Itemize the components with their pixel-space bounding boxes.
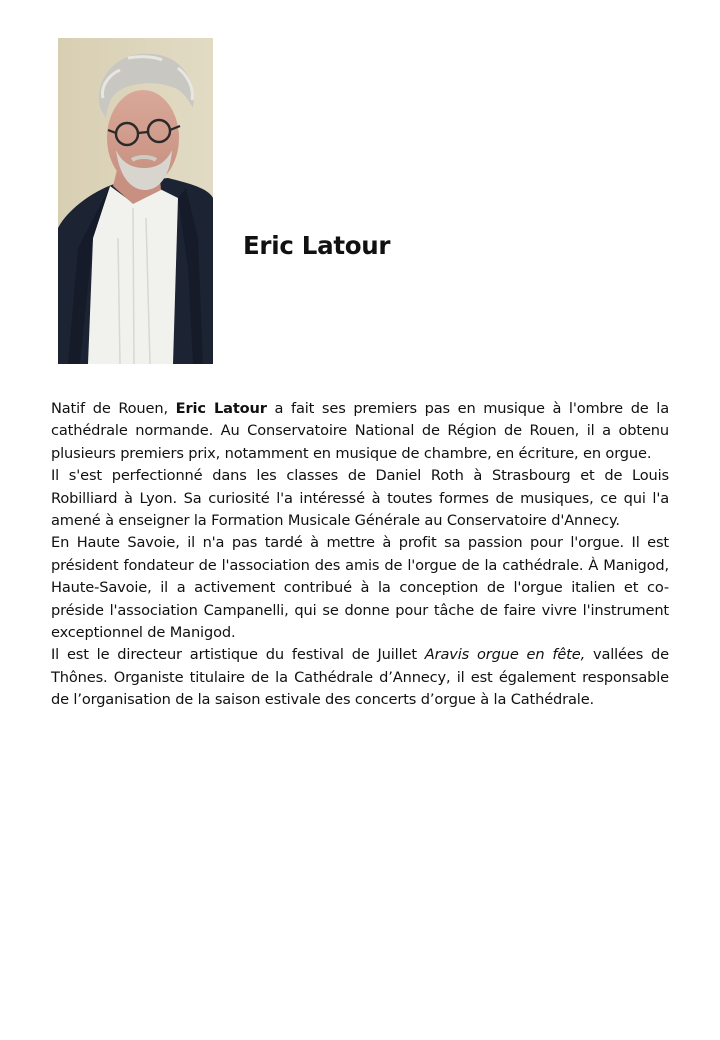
festival-name: Aravis orgue en fête, [424, 646, 586, 664]
bio-name-bold: Eric Latour [175, 400, 267, 417]
bio-paragraph-4: Il est le directeur artistique du festival de Juillet Aravis orgue en fête, vallées de Thônes. Organiste titulaire de la Cathédrale d’Annecy, il est également responsable de l’organisation de la saison estivale des concerts d’orgue à la Cathédrale. [51, 646, 669, 709]
biography-text [51, 398, 669, 712]
person-name-heading: Eric Latour [243, 231, 391, 260]
bio-paragraph-3: En Haute Savoie, il n'a pas tardé à mettre à profit sa passion pour l'orgue. Il est président fondateur de l'association des amis de l'orgue de la cathédrale. À Manigod, Haute-Savoie, il a activement contribué à la conception de l'orgue italien et co-préside l'association Campanelli, qui se donne pour tâche de faire vivre l'instrument exceptionnel de Manigod. [51, 534, 669, 642]
bio-paragraph-1: Natif de Rouen, Eric Latour a fait ses premiers pas en musique à l'ombre de la cathédrale normande. Au Conservatoire National de Région de Rouen, il a obtenu plusieurs premiers prix, notamment en musique de chambre, en écriture, en orgue. [51, 400, 670, 462]
portrait-photo [58, 38, 213, 364]
bio-paragraph-2: Il s'est perfectionné dans les classes de Daniel Roth à Strasbourg et de Louis Robilliard à Lyon. Sa curiosité l'a intéressé à toutes formes de musiques, ce qui l'a amené à enseigner la Formation Musicale Générale au Conservatoire d'Annecy. [51, 467, 669, 530]
